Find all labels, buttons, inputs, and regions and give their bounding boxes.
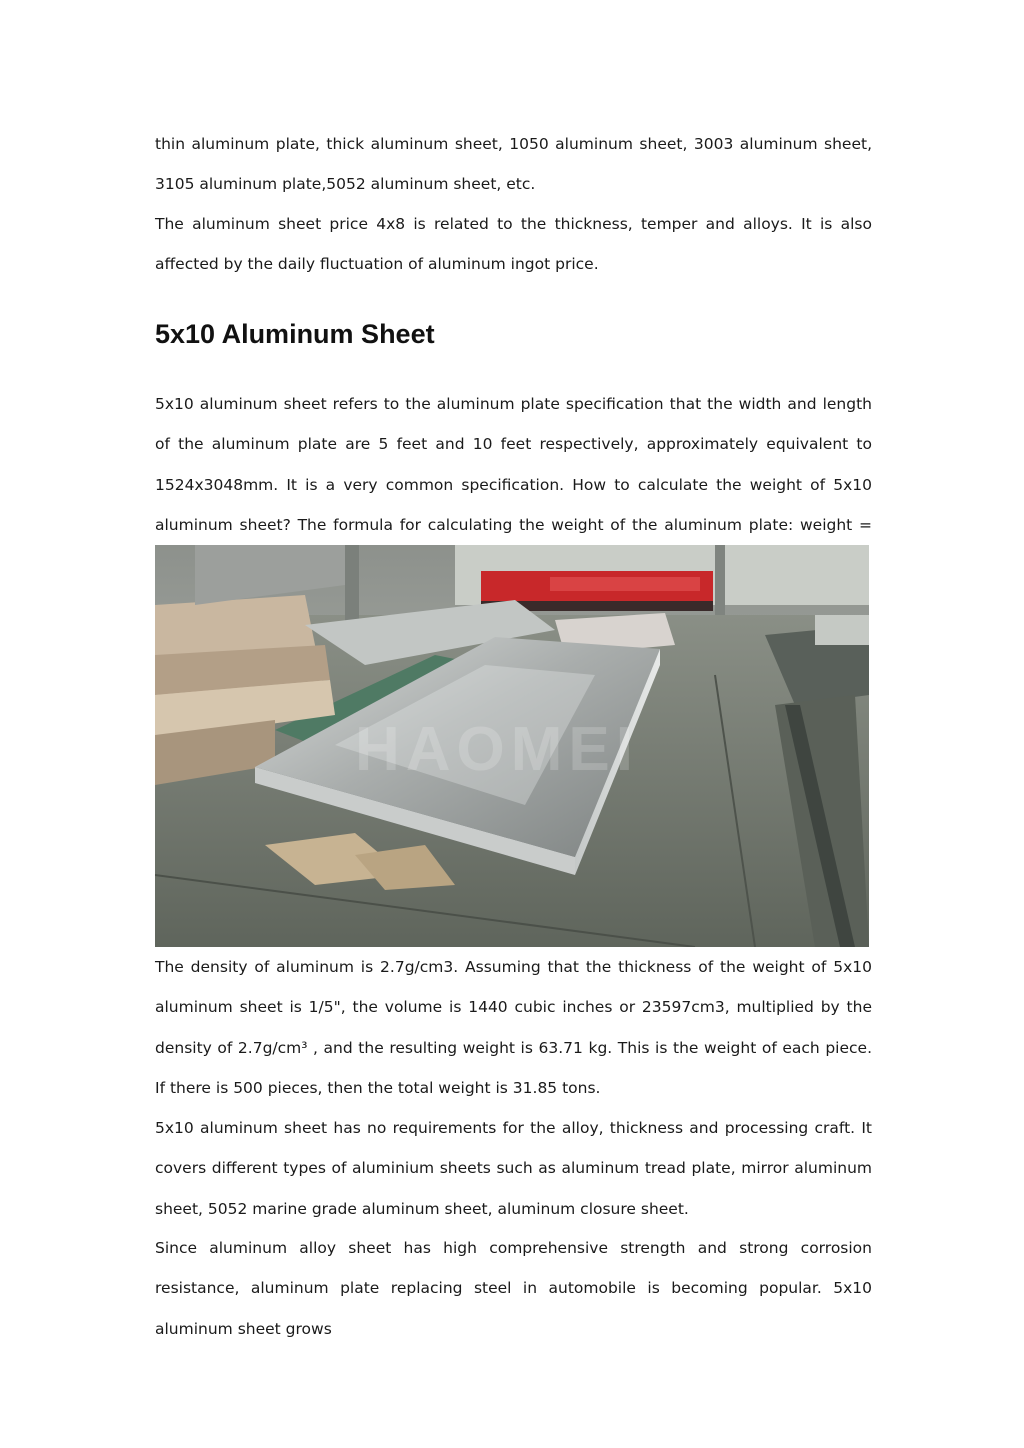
paragraph-automobile: Since aluminum alloy sheet has high comprehensive strength and strong corrosion resistance, aluminum plate replacing steel in automobile is becoming popular. 5x10 aluminum sheet grows [155,1239,872,1338]
paragraph-price: The aluminum sheet price 4x8 is related to the thickness, temper and alloys. It is also affected by the daily fluctuation of aluminum ingot price. [155,215,872,274]
paragraph-alloy-list: thin aluminum plate, thick aluminum sheet, 1050 aluminum sheet, 3003 aluminum sheet, 3105 aluminum plate,5052 aluminum sheet, etc. [155,135,872,194]
paragraph-density: The density of aluminum is 2.7g/cm3. Assuming that the thickness of the weight of 5x10 aluminum sheet is 1/5", the volume is 1440 cubic inches or 23597cm3, multiplied by the density of 2.7g/cm³ , and the resulting weight is 63.71 kg. This is the weight of each piece. If there is 500 pieces, then the total weight is 31.85 tons. [155,958,872,1097]
paragraph-types: 5x10 aluminum sheet has no requirements for the alloy, thickness and processing craft. It covers different types of aluminium sheets such as aluminum tread plate, mirror aluminum sheet, 5052 marine grade aluminum sheet, aluminum closure sheet. [155,1119,872,1218]
paragraph-definition: 5x10 aluminum sheet refers to the aluminum plate specification that the width and length of the aluminum plate are 5 feet and 10 feet respectively, approximately equivalent to 1524x3048mm. It is a very common specification. How to calculate the weight of 5x10 aluminum sheet? The formula for calculating the weight of the aluminum plate: weight = [155,395,872,534]
section-heading: 5x10 Aluminum Sheet [155,319,435,349]
watermark-text: HAOMEI [355,715,639,784]
aluminum-sheet-photo [155,545,869,947]
